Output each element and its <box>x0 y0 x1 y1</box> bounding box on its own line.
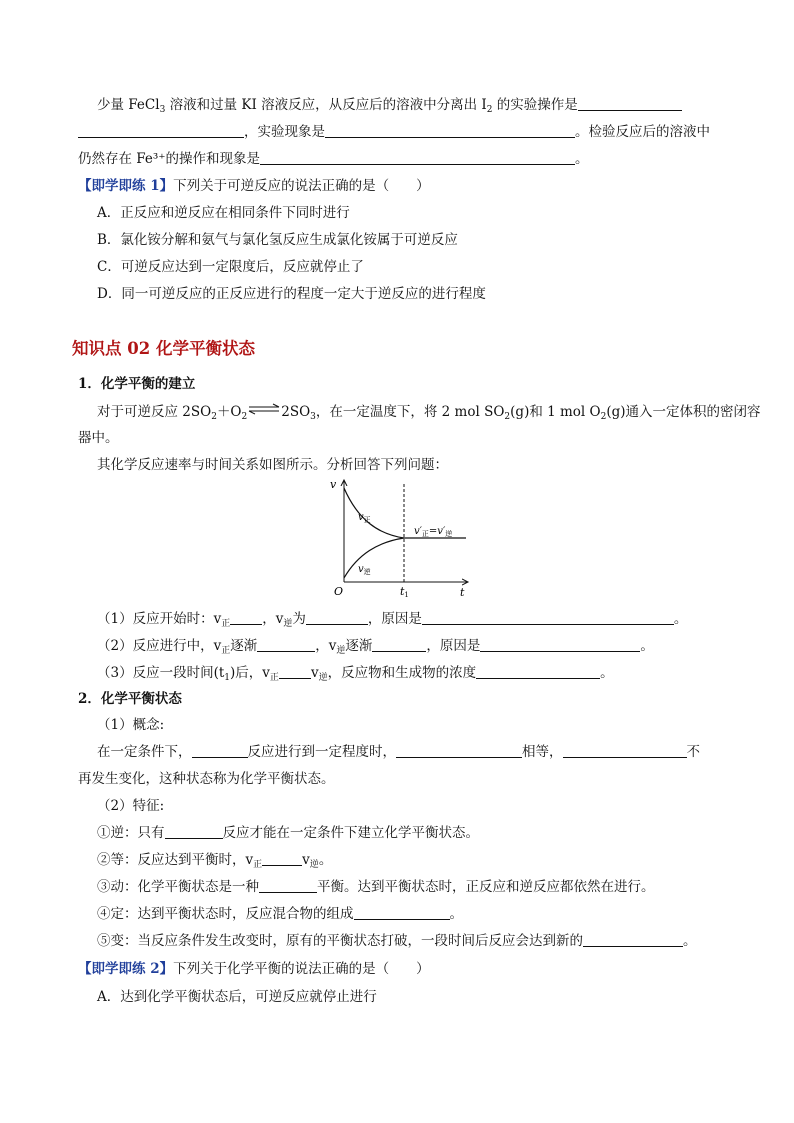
question-1: （1）反应开始时：$v_正$ ，$v_逆$为 ，原因是 。 <box>97 611 688 629</box>
answer-blank[interactable] <box>422 610 674 625</box>
answer-blank[interactable] <box>563 743 687 758</box>
part2-heading: 2．化学平衡状态 <box>78 691 182 707</box>
top-question-line2: ，实验现象是 。检验反应后的溶液中 <box>78 123 710 141</box>
answer-blank[interactable] <box>230 610 262 625</box>
backward-rate-label: $v_逆$ <box>358 564 371 576</box>
practice1-option-c: C．可逆反应达到一定限度后，反应就停止了 <box>97 259 364 275</box>
equilibrium-label: $v'_正=v'_逆$ <box>414 526 453 538</box>
feature-3: ③动：化学平衡状态是一种 平衡。达到平衡状态时，正反应和逆反应都依然在进行。 <box>97 879 655 895</box>
reversible-arrow-icon <box>247 402 281 414</box>
feature-2: ②等：反应达到平衡时，$v_正$ $v_逆$。 <box>97 852 333 870</box>
practice1-option-b: B．氯化铵分解和氨气与氯化氢反应生成氯化铵属于可逆反应 <box>97 232 458 248</box>
answer-blank[interactable] <box>354 905 450 920</box>
x-axis-label: t <box>460 586 465 599</box>
answer-blank[interactable] <box>262 851 302 866</box>
forward-rate-label: $v_正$ <box>358 512 371 524</box>
answer-blank[interactable] <box>372 637 426 652</box>
practice1-option-d: D．同一可逆反应的正反应进行的程度一定大于逆反应的进行程度 <box>97 286 486 302</box>
answer-blank[interactable] <box>165 824 223 839</box>
question-3: （3）反应一段时间$(t_1)$后，$v_正$ $v_逆$，反应物和生成物的浓度 。 <box>97 665 614 683</box>
answer-blank[interactable] <box>578 96 682 111</box>
feature-5: ⑤变：当反应条件发生改变时，原有的平衡状态打破，一段时间后反应会达到新的 。 <box>97 933 697 949</box>
answer-blank[interactable] <box>325 123 575 138</box>
feature-1: ①逆：只有 反应才能在一定条件下建立化学平衡状态。 <box>97 825 479 841</box>
part1-para1-line1: 对于可逆反应 $2SO_2+O_2$ $2SO_3$，在一定温度下，将 2 mol $SO_2(g)$和 1 mol $O_2(g)$通入一定体积的密闭容 <box>97 404 761 422</box>
answer-blank[interactable] <box>260 150 575 165</box>
answer-blank[interactable] <box>78 123 244 138</box>
practice2-stem: 【即学即练 2】下列关于化学平衡的说法正确的是（ ） <box>78 961 430 977</box>
practice1-option-a: A．正反应和逆反应在相同条件下同时进行 <box>97 205 350 221</box>
origin-label: O <box>334 585 344 598</box>
answer-blank[interactable] <box>480 637 640 652</box>
answer-blank[interactable] <box>306 610 368 625</box>
practice2-option-a: A．达到化学平衡状态后，可逆反应就停止进行 <box>97 989 377 1005</box>
backward-rate-curve <box>344 538 404 578</box>
y-axis-label: v <box>330 478 337 491</box>
answer-blank[interactable] <box>583 932 683 947</box>
feature-4: ④定：达到平衡状态时，反应混合物的组成 。 <box>97 906 463 922</box>
part1-para2: 其化学反应速率与时间关系如图所示。分析回答下列问题： <box>97 457 448 473</box>
question-2: （2）反应进行中，$v_正$逐渐 ，$v_逆$逐渐 ，原因是 。 <box>97 638 654 656</box>
answer-blank[interactable] <box>279 664 311 679</box>
concept-line2: 再发生变化，这种状态称为化学平衡状态。 <box>78 771 335 787</box>
practice1-stem: 【即学即练 1】下列关于可逆反应的说法正确的是（ ） <box>78 178 430 194</box>
answer-blank[interactable] <box>192 743 248 758</box>
concept-line1: 在一定条件下， 反应进行到一定程度时， 相等， 不 <box>97 744 700 760</box>
concept-heading: （1）概念: <box>97 717 165 733</box>
answer-blank[interactable] <box>476 664 600 679</box>
top-question-line1: 少量 FeCl$_3$ 溶液和过量 KI 溶液反应，从反应后的溶液中分离出 $I_2$ 的实验操作是 <box>97 96 682 119</box>
part1-para1-line2: 器中。 <box>78 430 119 446</box>
forward-rate-curve <box>344 488 404 538</box>
top-question-line3: 仍然存在 Fe³⁺的操作和现象是 。 <box>78 151 589 167</box>
t1-label: t1 <box>400 585 409 599</box>
answer-blank[interactable] <box>257 637 315 652</box>
rate-time-graph <box>318 474 478 602</box>
answer-blank[interactable] <box>259 878 317 893</box>
section-title: 知识点 02 化学平衡状态 <box>72 339 255 358</box>
answer-blank[interactable] <box>396 743 522 758</box>
part1-heading: 1．化学平衡的建立 <box>78 376 196 392</box>
feature-heading: （2）特征: <box>97 798 165 814</box>
